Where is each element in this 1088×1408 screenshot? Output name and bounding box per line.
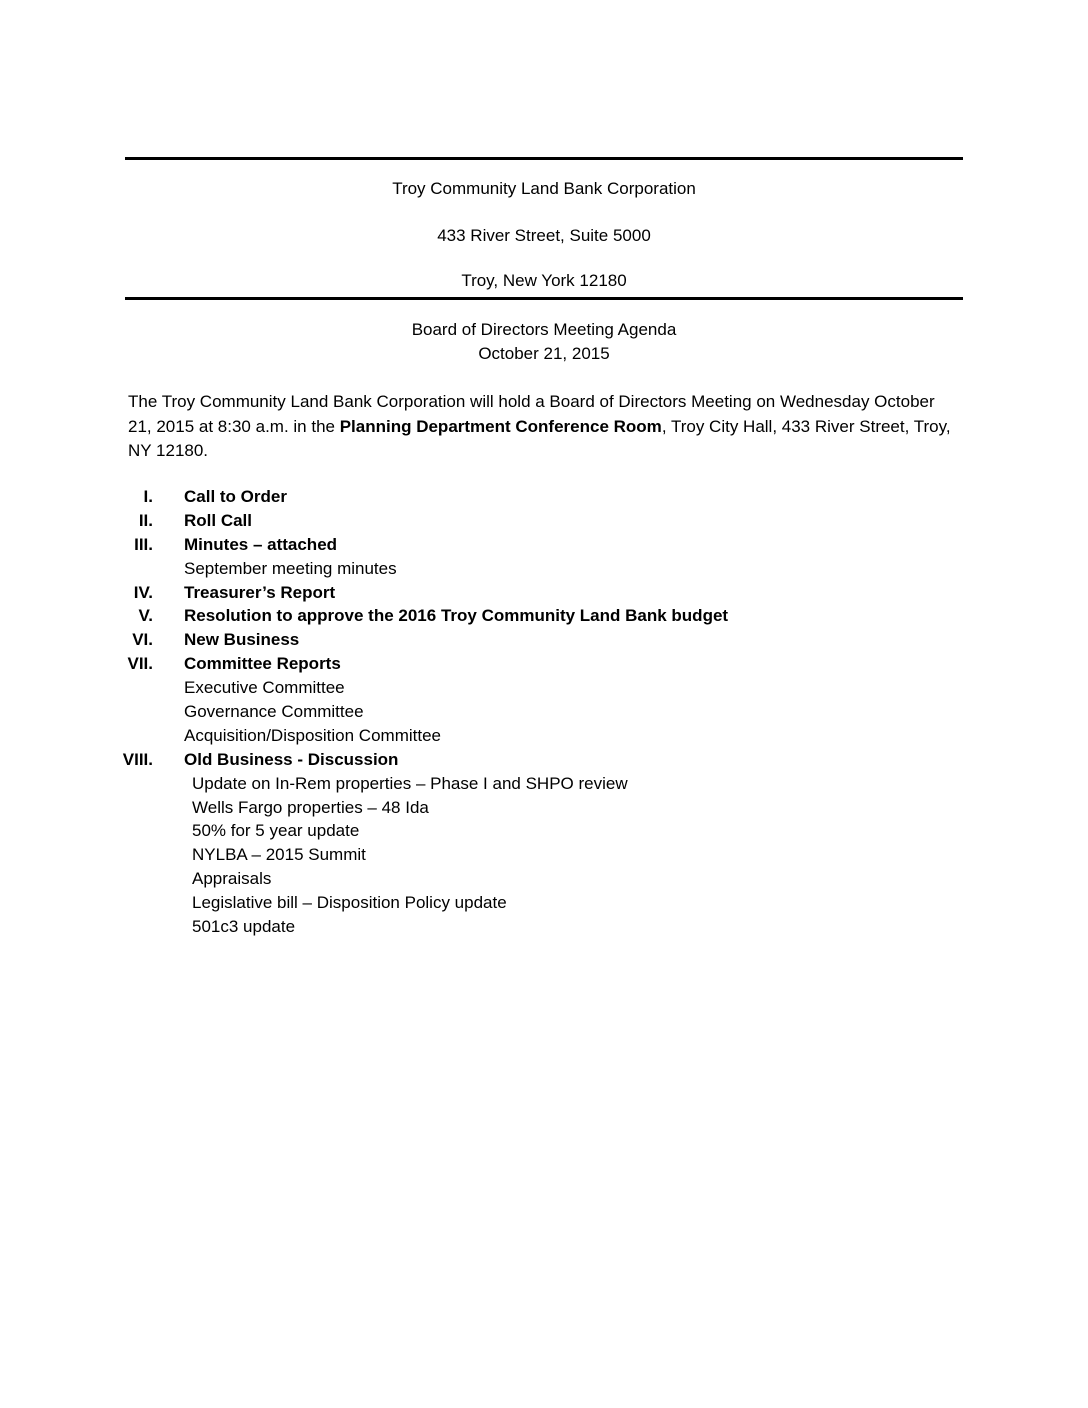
agenda-subitem	[0, 867, 1088, 891]
agenda-subitem	[0, 819, 1088, 843]
agenda-item	[0, 581, 1088, 605]
agenda-subitem-label: Update on In-Rem properties – Phase I and SHPO review	[192, 773, 628, 793]
agenda-label: Treasurer’s Report	[184, 582, 336, 602]
intro-text-before: The Troy Community Land Bank Corporation will hold a Board of Directors Meeting on Wednesday October 21, 2015 at 8:30 a.m. in the	[128, 392, 935, 436]
agenda-number: VII.	[127, 654, 153, 674]
agenda-subitem	[0, 676, 1088, 700]
agenda-item	[0, 628, 1088, 652]
agenda-list	[0, 485, 1088, 939]
agenda-number: VI.	[132, 630, 153, 650]
agenda-subitem	[0, 843, 1088, 867]
agenda-number: II.	[138, 510, 153, 530]
agenda-number: I.	[143, 487, 153, 506]
agenda-number: IV.	[133, 582, 153, 602]
agenda-number: V.	[138, 606, 153, 626]
agenda-subitem	[0, 557, 1088, 581]
agenda-item	[0, 652, 1088, 676]
agenda-subitem-label: Legislative bill – Disposition Policy update	[192, 893, 507, 913]
agenda-item	[0, 748, 1088, 772]
agenda-subitem	[0, 700, 1088, 724]
agenda-label: Old Business - Discussion	[184, 749, 399, 769]
header-bottom-rule	[125, 297, 963, 300]
intro-paragraph	[128, 390, 958, 464]
intro-text-after: , Troy City Hall, 433 River Street, Troy, NY 12180.	[128, 416, 951, 460]
intro-location: Planning Department Conference Room	[339, 416, 662, 436]
agenda-subitem	[0, 796, 1088, 820]
agenda-subitem-label: 50% for 5 year update	[192, 821, 360, 841]
agenda-item	[0, 533, 1088, 557]
agenda-subitem-label: 501c3 update	[192, 917, 296, 937]
agenda-number: VIII.	[122, 749, 153, 769]
agenda-subitem-label: Executive Committee	[184, 678, 345, 698]
agenda-subitem	[0, 891, 1088, 915]
agenda-subitem	[0, 915, 1088, 939]
agenda-subitem-label: Governance Committee	[184, 702, 364, 722]
agenda-number: III.	[134, 534, 153, 554]
org-name: Troy Community Land Bank Corporation	[392, 179, 696, 198]
agenda-subitem-label: Wells Fargo properties – 48 Ida	[192, 797, 429, 817]
agenda-subitem-label: Appraisals	[192, 869, 272, 889]
address-line-1: 433 River Street, Suite 5000	[437, 226, 651, 245]
meeting-title: Board of Directors Meeting Agenda	[411, 320, 677, 339]
agenda-subitem-label: September meeting minutes	[184, 558, 397, 578]
agenda-subitem-label: NYLBA – 2015 Summit	[192, 845, 366, 865]
agenda-label: Resolution to approve the 2016 Troy Community Land Bank budget	[184, 606, 729, 626]
agenda-subitem-label: Acquisition/Disposition Committee	[184, 725, 441, 745]
address-line-2: Troy, New York 12180	[461, 271, 627, 290]
agenda-label: Roll Call	[184, 510, 253, 530]
agenda-label: Committee Reports	[184, 654, 341, 674]
meeting-date: October 21, 2015	[478, 344, 610, 363]
agenda-label: New Business	[184, 630, 300, 650]
agenda-subitem	[0, 772, 1088, 796]
agenda-item	[0, 509, 1088, 533]
agenda-item	[0, 604, 1088, 628]
agenda-label: Call to Order	[184, 487, 287, 506]
top-rule	[125, 157, 963, 160]
agenda-item	[0, 485, 1088, 509]
agenda-subitem	[0, 724, 1088, 748]
agenda-label: Minutes – attached	[184, 534, 338, 554]
